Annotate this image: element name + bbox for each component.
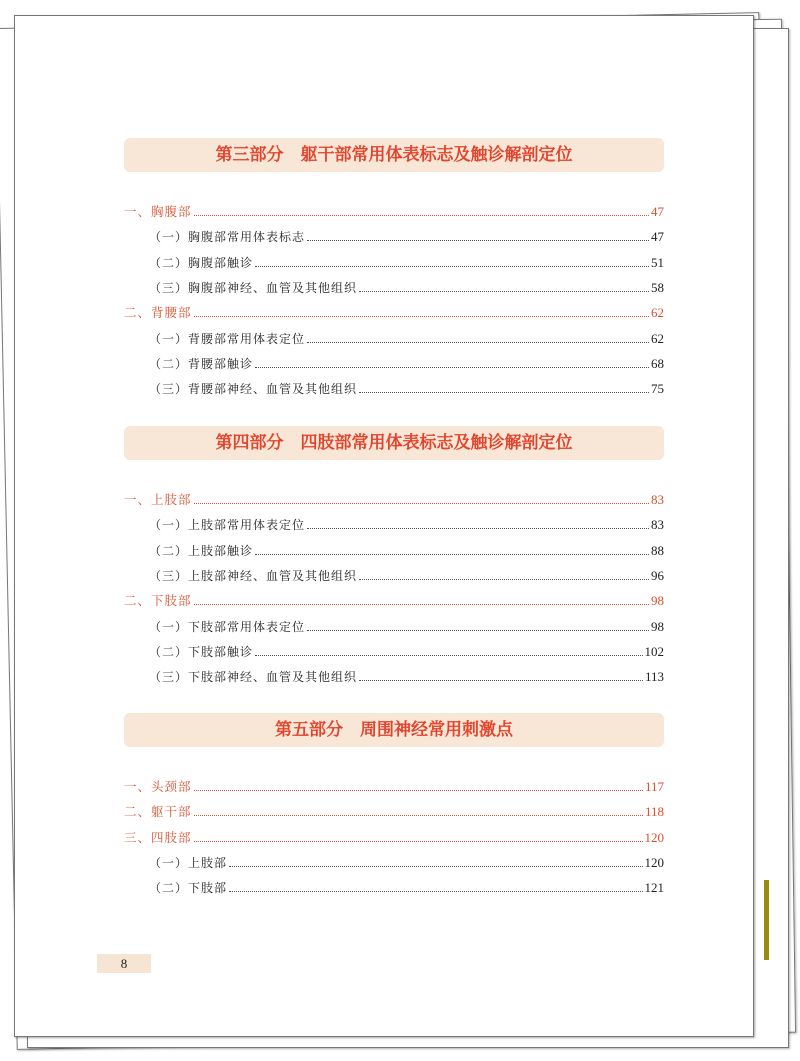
entry-label: 一、上肢部 [124, 492, 192, 507]
entry-page: 96 [651, 567, 664, 583]
entry-label: 二、背腰部 [124, 305, 192, 321]
entry-page: 98 [651, 618, 664, 634]
toc-entry[interactable] [124, 615, 664, 635]
part-title: 第三部分 躯干部常用体表标志及触诊解剖定位 [124, 138, 664, 172]
toc-entry[interactable] [124, 589, 664, 609]
entry-page: 47 [651, 229, 664, 245]
entry-label: （二）胸腹部触诊 [149, 255, 254, 270]
entry-page: 51 [651, 254, 664, 270]
dot-leader [255, 367, 649, 368]
entry-label: 二、下肢部 [124, 593, 192, 609]
toc-entry[interactable] [124, 251, 664, 271]
dot-leader [194, 316, 649, 317]
toc-entry[interactable] [124, 800, 664, 820]
entry-label: 二、躯干部 [124, 804, 192, 820]
dot-leader [229, 866, 642, 867]
toc-entry[interactable] [124, 826, 664, 846]
entry-page: 98 [651, 593, 664, 609]
dot-leader [359, 392, 649, 393]
toc-entry[interactable] [124, 851, 664, 871]
entry-label: （二）下肢部 [149, 881, 228, 896]
dot-leader [194, 790, 643, 791]
entry-label: 三、四肢部 [124, 829, 192, 845]
entry-page: 62 [651, 330, 664, 346]
entry-label: （三）胸腹部神经、血管及其他组织 [149, 280, 358, 295]
entry-page: 75 [651, 381, 664, 397]
dot-leader [359, 579, 649, 580]
part-title: 第五部分 周围神经常用刺激点 [124, 713, 664, 747]
entry-page: 121 [644, 880, 664, 896]
entry-page: 83 [651, 517, 664, 533]
toc-entry[interactable] [124, 327, 664, 347]
entry-label: （一）胸腹部常用体表标志 [149, 230, 306, 245]
toc-entry[interactable] [124, 665, 664, 685]
dot-leader [307, 342, 649, 343]
toc-entry[interactable] [124, 876, 664, 896]
entry-page: 68 [651, 355, 664, 371]
toc-entry[interactable] [124, 301, 664, 321]
dot-leader [359, 680, 643, 681]
toc-entry[interactable] [124, 564, 664, 584]
toc-entry[interactable] [124, 352, 664, 372]
entry-label: 一、胸腹部 [124, 204, 192, 219]
page-number: 8 [97, 954, 151, 973]
dot-leader [255, 655, 642, 656]
dot-leader [194, 815, 643, 816]
dot-leader [255, 266, 649, 267]
dot-leader [229, 891, 642, 892]
dot-leader [194, 604, 649, 605]
entry-page: 117 [644, 779, 664, 794]
part-title: 第四部分 四肢部常用体表标志及触诊解剖定位 [124, 426, 664, 460]
dot-leader [255, 554, 649, 555]
entry-label: 一、头颈部 [124, 779, 192, 794]
entry-page: 102 [644, 643, 664, 659]
entry-label: （三）背腰部神经、血管及其他组织 [149, 382, 358, 397]
entry-label: （三）下肢部神经、血管及其他组织 [149, 670, 358, 685]
toc-entry[interactable] [124, 225, 664, 245]
entry-page: 62 [651, 305, 664, 321]
sheet-edge-color [764, 880, 769, 960]
entry-page: 120 [644, 854, 664, 870]
entry-label: （二）背腰部触诊 [149, 356, 254, 371]
entry-page: 88 [651, 542, 664, 558]
entry-page: 113 [644, 669, 664, 685]
toc-entry[interactable] [124, 775, 664, 795]
toc-entry[interactable] [124, 640, 664, 660]
entry-label: （一）背腰部常用体表定位 [149, 331, 306, 346]
entry-label: （一）上肢部常用体表定位 [149, 518, 306, 533]
entry-label: （二）下肢部触诊 [149, 644, 254, 659]
toc-entry[interactable] [124, 488, 664, 508]
dot-leader [194, 215, 649, 216]
toc-entry[interactable] [124, 200, 664, 220]
dot-leader [194, 503, 649, 504]
dot-leader [359, 291, 649, 292]
entry-label: （二）上肢部触诊 [149, 543, 254, 558]
dot-leader [194, 841, 643, 842]
entry-label: （一）上肢部 [149, 855, 228, 870]
toc-entry[interactable] [124, 276, 664, 296]
entry-page: 83 [651, 492, 664, 507]
dot-leader [307, 240, 649, 241]
toc-entry[interactable] [124, 513, 664, 533]
entry-page: 120 [644, 829, 664, 845]
dot-leader [307, 528, 649, 529]
entry-label: （一）下肢部常用体表定位 [149, 619, 306, 634]
toc-page [14, 15, 754, 1037]
entry-label: （三）上肢部神经、血管及其他组织 [149, 568, 358, 583]
toc-entry[interactable] [124, 377, 664, 397]
entry-page: 47 [651, 204, 664, 219]
toc-entry[interactable] [124, 539, 664, 559]
entry-page: 58 [651, 279, 664, 295]
entry-page: 118 [644, 804, 664, 820]
dot-leader [307, 630, 649, 631]
